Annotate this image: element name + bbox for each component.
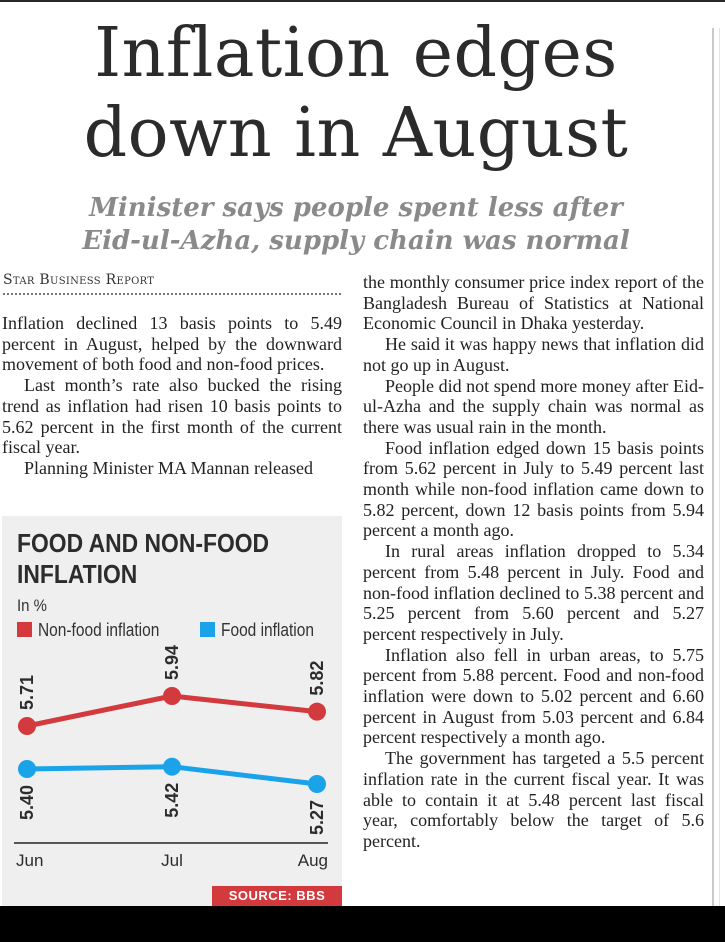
data-point-food-aug: [308, 775, 326, 793]
data-point-food-jul: [163, 758, 181, 776]
chart-unit-label: In %: [17, 596, 47, 615]
legend-label-nonfood: Non-food inflation: [38, 620, 160, 640]
paragraph: the monthly consumer price index report of the Bangladesh Bureau of Statistics at National Economic Council in Dhaka yesterday.: [363, 272, 704, 334]
page-edge: [712, 28, 714, 906]
deck-line-2: Eid-ul-Azha, supply chain was normal: [82, 226, 630, 256]
data-label-nonfood-jun: 5.71: [17, 674, 37, 710]
byline: Star Business Report: [3, 272, 155, 288]
paragraph: He said it was happy news that inflation did not go up in August.: [363, 334, 704, 375]
data-label-food-jul: 5.42: [162, 782, 182, 818]
x-tick-label-jul: Jul: [161, 851, 183, 870]
paragraph: In rural areas inflation dropped to 5.34 percent from 5.48 percent in July. Food and non-food inflation declined to 5.38 percent and 5.25 percent from 5.60 percent and 5.27 percent respectively in July.: [363, 541, 704, 644]
paragraph: People did not spend more money after Eid-ul-Azha and the supply chain was normal as there was usual rain in the month.: [363, 375, 704, 437]
page-edge-shadow: [719, 28, 720, 906]
headline-line-2: down in August: [83, 94, 629, 173]
paragraph: Planning Minister MA Mannan released: [24, 457, 313, 478]
headline-line-1: Inflation edges: [94, 14, 618, 93]
data-point-nonfood-jul: [163, 687, 181, 705]
chart-title-line-2: INFLATION: [17, 559, 138, 589]
data-label-food-aug: 5.27: [307, 800, 327, 836]
paragraph: The government has targeted a 5.5 percent inflation rate in the current fiscal year. It was able to contain it at 5.48 percent last fiscal year, comfortably below the target of 5.6 percent.: [363, 748, 704, 851]
byline-divider: [3, 293, 341, 295]
chart-title-line-1: FOOD AND NON-FOOD: [17, 528, 270, 558]
chart-plot: [2, 516, 342, 886]
paragraph: Last month’s rate also bucked the rising trend as inflation had risen 10 basis points to 5.62 percent in the first month of the current fiscal year.: [2, 375, 342, 458]
headline: [0, 14, 712, 174]
right-column: [363, 272, 704, 852]
bottom-bar: [0, 906, 725, 942]
data-label-nonfood-jul: 5.94: [162, 644, 182, 680]
data-point-nonfood-jun: [18, 717, 36, 735]
chart-source: SOURCE: BBS: [212, 886, 342, 906]
data-point-food-jun: [18, 760, 36, 778]
deck-line-1: Minister says people spent less after: [89, 193, 623, 223]
inflation-chart: [2, 516, 342, 906]
paragraph: Inflation declined 13 basis points to 5.49 percent in August, helped by the downward movement of both food and non-food prices.: [2, 313, 342, 375]
x-tick-label-aug: Aug: [297, 851, 328, 870]
top-rule: [0, 0, 725, 2]
legend-label-food: Food inflation: [221, 620, 314, 640]
data-point-nonfood-aug: [308, 703, 326, 721]
deck: [0, 192, 712, 258]
data-label-nonfood-aug: 5.82: [307, 660, 327, 696]
x-tick-label-jun: Jun: [16, 851, 44, 870]
paragraph: Inflation also fell in urban areas, to 5.75 percent from 5.88 percent. Food and non-food inflation were down to 5.02 percent and 6.60 percent in August from 5.03 percent and 6.84 percent respectively a month ago.: [363, 644, 704, 748]
left-column: [2, 313, 342, 479]
data-label-food-jun: 5.40: [17, 785, 37, 821]
paragraph: Food inflation edged down 15 basis points from 5.62 percent in July to 5.49 percent last month while non-food inflation came down to 5.82 percent, down 12 basis points from 5.94 percent a month ago.: [363, 437, 704, 541]
